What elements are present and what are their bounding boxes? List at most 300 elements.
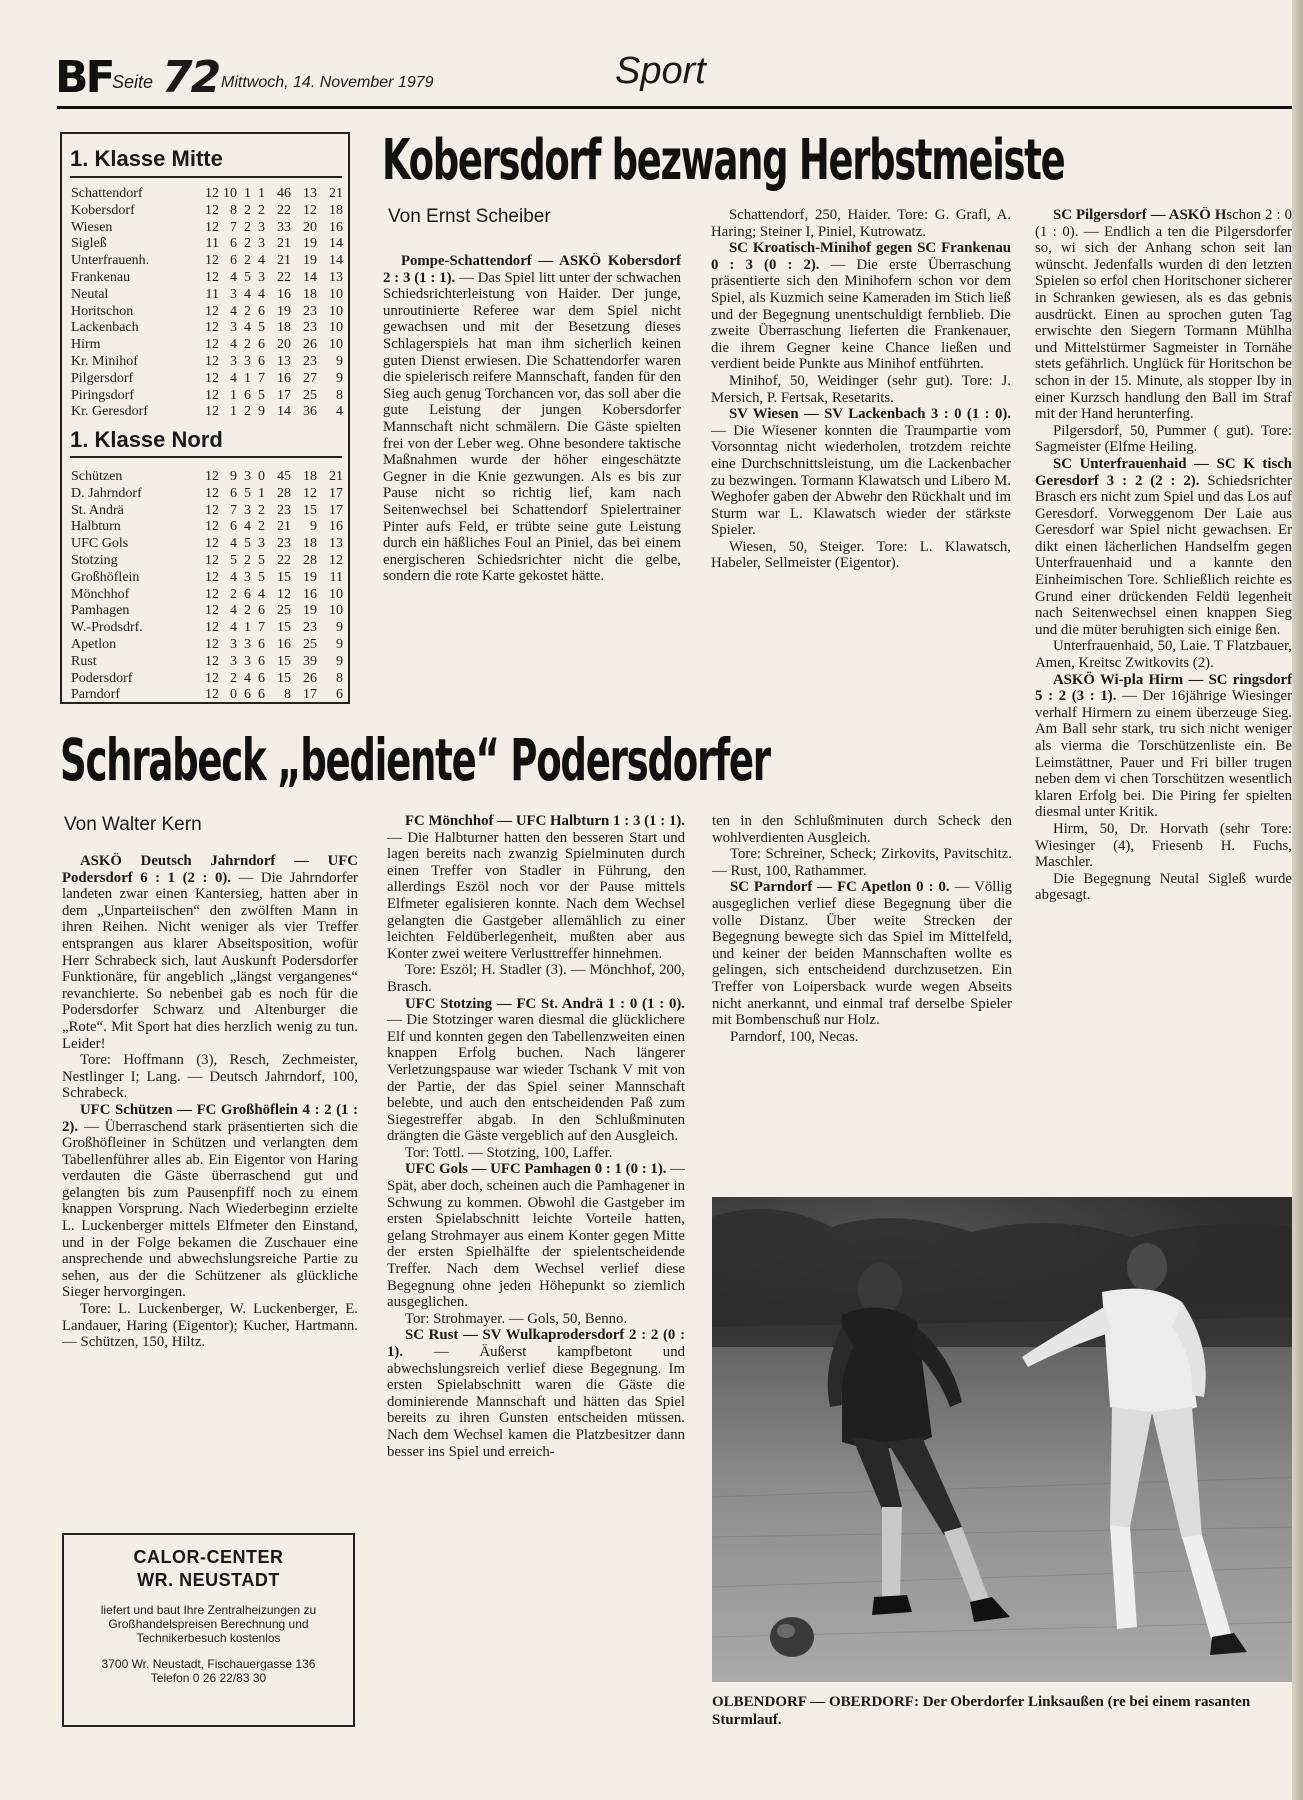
match-heading: FC Mönchhof — UFC Halbturn 1 : 3 (1 : 1). xyxy=(405,813,685,829)
standings-value: 12 xyxy=(205,569,219,585)
standings-value: 2 xyxy=(244,236,251,252)
standings-value: 6 xyxy=(230,519,237,535)
paragraph-text: — Die Halbturner hatten den besseren Start und lagen bereits nach zwanzig Spielminuten durch einen Treffer von Stadler in Führung, den allerdings Eszöl noch vor der Pause mittels Elfmeter egalisieren konnte. Nach dem Wechsel gelangten die Gastgeber allemählich zu einer leichten Feldüberlegenheit, mußten aber aus Konter zwei weitere Verlusttreffer hinnehmen. xyxy=(387,829,685,962)
article-paragraph xyxy=(1035,638,1292,671)
paragraph-text: ten in den Schlußminuten durch Scheck den wohlverdienten Ausgleich. xyxy=(712,813,1012,846)
standings-row xyxy=(71,654,343,671)
standings-value: 12 xyxy=(205,519,219,535)
standings-value: 9 xyxy=(336,353,343,369)
article-paragraph xyxy=(711,373,1011,406)
standings-value: 12 xyxy=(205,404,219,420)
standings-value: 15 xyxy=(303,502,317,518)
masthead-rule xyxy=(57,106,1303,109)
standings-value: 3 xyxy=(230,636,237,652)
standings-team: Frankenau xyxy=(71,269,131,285)
standings-value: 16 xyxy=(277,370,291,386)
standings-row xyxy=(71,304,343,321)
standings-table-mitte xyxy=(71,186,343,421)
article1-byline: Von Ernst Scheiber xyxy=(388,206,551,227)
standings-value: 19 xyxy=(303,253,317,269)
standings-value: 3 xyxy=(230,353,237,369)
standings-value: 4 xyxy=(336,404,343,420)
standings-value: 13 xyxy=(277,353,291,369)
standings-value: 15 xyxy=(277,620,291,636)
standings-value: 9 xyxy=(310,519,317,535)
article1-column-1 xyxy=(383,253,681,705)
standings-value: 10 xyxy=(329,303,343,319)
paragraph-text: Tore: Schreiner, Scheck; Zirkovits, Pavitschitz. — Rust, 100, Rathammer. xyxy=(712,846,1012,879)
standings-rule xyxy=(70,176,342,178)
match-heading: UFC Stotzing — FC St. Andrä 1 : 0 (1 : 0). xyxy=(405,995,685,1012)
standings-value: 4 xyxy=(230,269,237,285)
article-paragraph xyxy=(711,406,1011,539)
standings-value: 10 xyxy=(329,603,343,619)
match-heading: SV Wiesen — SV Lackenbach 3 : 0 (1 : 0). xyxy=(729,406,1011,423)
article2-column-3 xyxy=(712,813,1012,1173)
standings-value: 3 xyxy=(258,536,265,552)
paragraph-text: Schiedsrichter Brasch ers nicht zum Spiel und das Los auf Geresdorf. Vorweggenom Der Laie aus Geresdorf war Spiel nicht gewachsen. Er dikt einen lächerlichen Handselfm gegen Unterfrauenhaid und a kannte den Einheimischen Tore. Schließlich reichte es Grund einer drückenden Feldü legenheit nach Seitenwechsel einen knappen Sieg und die müter beruhigten sich einige ßen. xyxy=(1035,472,1292,638)
standings-value: 23 xyxy=(303,320,317,336)
standings-value: 18 xyxy=(277,320,291,336)
standings-team: Horitschon xyxy=(71,303,134,319)
standings-row xyxy=(71,503,343,520)
standings-row xyxy=(71,519,343,536)
standings-value: 2 xyxy=(258,502,265,518)
article-paragraph xyxy=(712,846,1012,879)
standings-value: 26 xyxy=(303,670,317,686)
paragraph-text: Tor: Strohmayer. — Gols, 50, Benno. xyxy=(405,1310,628,1327)
standings-value: 12 xyxy=(205,269,219,285)
paragraph-text: — Überraschend stark präsentierten sich die Großhöfleiner in Schützen und verlangten dem Tabellenführer alles ab. Ein Eigentor von Haring verdauten die Gäste überraschend gut und gelangten bis zum Pausenpfiff noch zu einem knappen Vorsprung. Nach Wiederbeginn erzielte L. Luckenberger mittels Elfmeter den Einstand, und in der Folge bekamen die Zuschauer eine ansprechende und abwechslungsreiche Partie zu sehen, aus der die Schützener als glückliche Sieger hervorgingen. xyxy=(62,1118,358,1301)
standings-value: 5 xyxy=(230,552,237,568)
standings-value: 16 xyxy=(277,286,291,302)
standings-value: 6 xyxy=(244,586,251,602)
standings-value: 13 xyxy=(329,536,343,552)
standings-value: 3 xyxy=(258,236,265,252)
standings-value: 18 xyxy=(303,536,317,552)
standings-value: 18 xyxy=(329,202,343,218)
standings-value: 25 xyxy=(303,636,317,652)
standings-value: 25 xyxy=(277,603,291,619)
standings-value: 12 xyxy=(205,186,219,201)
standings-value: 33 xyxy=(277,219,291,235)
standings-value: 6 xyxy=(258,670,265,686)
standings-row xyxy=(71,220,343,237)
caption-lead: OLBENDORF — OBERDORF: xyxy=(712,1694,919,1710)
standings-value: 4 xyxy=(230,370,237,386)
standings-value: 19 xyxy=(277,303,291,319)
standings-row xyxy=(71,404,343,421)
paragraph-text: — Völlig ausgeglichen verlief diese Begegnung über die volle Distanz. Über weite Strecken der Begegnung bewegte sich das Spiel im Mittelfeld, und keiner der beiden Mannschaften wollte es gelingen, sich entscheidend durchzusetzen. Ein Treffer von Loipersback wurde wegen Abseits nicht anerkannt, und einmal traf derselbe Spieler mit Bombenschuß nur Holz. xyxy=(712,879,1012,1029)
standings-value: 15 xyxy=(277,670,291,686)
standings-value: 21 xyxy=(277,253,291,269)
standings-row xyxy=(71,236,343,253)
standings-value: 12 xyxy=(205,370,219,386)
standings-value: 22 xyxy=(277,202,291,218)
standings-value: 12 xyxy=(205,353,219,369)
standings-row xyxy=(71,203,343,220)
standings-value: 28 xyxy=(303,552,317,568)
article2-headline: Schrabeck „bediente“ Podersdorfer xyxy=(60,726,770,794)
standings-value: 11 xyxy=(205,286,219,302)
standings-value: 25 xyxy=(303,387,317,403)
standings-value: 8 xyxy=(336,387,343,403)
standings-value: 23 xyxy=(303,620,317,636)
standings-value: 12 xyxy=(329,552,343,568)
paragraph-text: Tore: Hoffmann (3), Resch, Zechmeister, Nestlinger I; Lang. — Deutsch Jahrndorf, 100, Schrabeck. xyxy=(62,1052,358,1102)
standings-team: Rust xyxy=(71,653,97,669)
standings-row xyxy=(71,620,343,637)
paragraph-text: — Die Wiesener konnten die Traumpartie vom Vorsonntag nicht wiederholen, trotzdem reichte eine Durchschnittsleistung, um die Lackenbacher zu bezwingen. Tormann Klawatsch und Libero M. Weghofer gaben der Abwehr den Rückhalt und im Sturm war L. Klawatsch wieder der stärkste Spieler. xyxy=(711,422,1011,539)
standings-value: 11 xyxy=(205,236,219,252)
page-number: 72 xyxy=(162,52,220,103)
standings-value: 15 xyxy=(277,569,291,585)
standings-value: 3 xyxy=(244,569,251,585)
standings-team: Halbturn xyxy=(71,519,121,535)
standings-value: 5 xyxy=(258,569,265,585)
standings-value: 3 xyxy=(244,636,251,652)
standings-row xyxy=(71,337,343,354)
standings-value: 12 xyxy=(205,620,219,636)
standings-row xyxy=(71,570,343,587)
match-heading: ASKÖ Deutsch Jahrndorf — UFC Podersdorf 6 : 1 (2 : 0). xyxy=(62,853,358,886)
standings-row xyxy=(71,637,343,654)
standings-team: Pilgersdorf xyxy=(71,370,134,386)
article-paragraph xyxy=(1035,207,1292,423)
article-paragraph xyxy=(62,1052,358,1102)
standings-value: 27 xyxy=(303,370,317,386)
standings-value: 2 xyxy=(258,202,265,218)
match-heading: Pompe-Schattendorf — ASKÖ Kobersdorf 2 : 3 (1 : 1). xyxy=(383,253,681,286)
standings-value: 2 xyxy=(244,303,251,319)
standings-team: Großhöflein xyxy=(71,569,140,585)
standings-value: 3 xyxy=(230,653,237,669)
standings-value: 19 xyxy=(303,569,317,585)
standings-value: 2 xyxy=(244,404,251,420)
standings-value: 21 xyxy=(277,519,291,535)
standings-value: 26 xyxy=(303,337,317,353)
standings-value: 46 xyxy=(277,186,291,201)
standings-value: 1 xyxy=(244,620,251,636)
article-paragraph xyxy=(712,1029,1012,1046)
standings-value: 5 xyxy=(244,485,251,501)
paragraph-text: Parndorf, 100, Necas. xyxy=(730,1028,859,1045)
standings-value: 2 xyxy=(244,552,251,568)
standings-value: 8 xyxy=(230,202,237,218)
standings-team: Neutal xyxy=(71,286,109,302)
paragraph-text: — Die Jahrndorfer landeten zwar einen Kantersieg, hatten aber in dem „Unparteiischen“ den zwölften Mann in ihren Reihen. Nicht weniger als vier Treffer entsprangen aus klarer Abseitsposition, wofür Herr Schrabeck sich, laut Auskunft Podersdorfer Funktionäre, für angeblich „längst vergangenes“ revanchierte. So nebenbei gab es noch für die Podersdorfer Schwarz und Altenburger die „Rote“. Mit Sport hat dies herzlich wenig zu tun. Leider! xyxy=(62,869,358,1052)
standings-value: 2 xyxy=(230,670,237,686)
standings-value: 17 xyxy=(329,502,343,518)
standings-value: 12 xyxy=(205,320,219,336)
standings-value: 12 xyxy=(303,202,317,218)
standings-row xyxy=(71,371,343,388)
advertisement xyxy=(62,1533,355,1727)
standings-value: 39 xyxy=(303,653,317,669)
article1-column-3 xyxy=(1035,207,1292,1170)
standings-value: 4 xyxy=(244,670,251,686)
match-heading: SC Rust — SV Wulkaprodersdorf 2 : 2 (0 : 1). xyxy=(387,1327,685,1360)
standings-value: 5 xyxy=(258,552,265,568)
article-paragraph xyxy=(62,853,358,1052)
standings-rule xyxy=(70,456,342,458)
standings-value: 14 xyxy=(303,269,317,285)
standings-value: 21 xyxy=(329,186,343,201)
paragraph-text: — Der 16jährige Wiesinger verhalf Hirmern zu einem überzeuge Sieg. Am Ball sehr stark, tru sich nicht weniger als vierma die Torschützenliste ein. Be Leimstättner, Pauer und Fri biller trugen neben dem vi chen Torschützen wesentlich klaren Erfolg bei. Die Piring fer spielten diesmal unter Kritik. xyxy=(1035,688,1292,821)
ad-body: liefert und baut Ihre Zentralheizungen zu Großhandelspreisen Berechnung und Technikerbesuch kostenlos xyxy=(100,1603,317,1645)
standings-value: 3 xyxy=(244,653,251,669)
standings-team: Mönchhof xyxy=(71,586,130,602)
standings-value: 23 xyxy=(277,502,291,518)
standings-value: 1 xyxy=(258,485,265,501)
standings-team: Pamhagen xyxy=(71,603,130,619)
match-heading: UFC Schützen — FC Großhöflein 4 : 2 (1 : 2). xyxy=(62,1101,358,1135)
standings-value: 12 xyxy=(205,485,219,501)
paragraph-text: schon 2 : 0 (1 : 0). — Endlich a ten die Pilgersdorfer so, wi sich der Anhang schon seit lan wünscht. Jedenfalls wurden di den letzten Spielen so erfol chen Horitschoner sicherer in Schranken gewiesen, als es das gebnis ausdrückt. Einen au sprochen guten Tag erwischte den Siegern Tormann Mühlha und Mittelstürmer Sagmeister in Tornähe stets gefährlich. Unglück für Horitschon be schon in der 15. Minute, als stopper Iby in einer Kurzsch handlung den Ball im Straf mit der Hand herunterfing. xyxy=(1035,207,1292,423)
ad-subtitle: WR. NEUSTADT xyxy=(137,1570,280,1590)
standings-value: 4 xyxy=(244,320,251,336)
paragraph-text: Tore: Eszöl; H. Stadler (3). — Mönchhof, 200, Brasch. xyxy=(387,962,685,995)
standings-team: St. Andrä xyxy=(71,502,124,518)
standings-value: 14 xyxy=(277,404,291,420)
standings-team: Kr. Geresdorf xyxy=(71,404,148,420)
standings-value: 17 xyxy=(277,387,291,403)
match-heading: SC Pilgersdorf — ASKÖ H xyxy=(1053,207,1227,223)
standings-row xyxy=(71,320,343,337)
standings-value: 9 xyxy=(336,620,343,636)
standings-value: 12 xyxy=(205,636,219,652)
standings-value: 10 xyxy=(223,186,237,201)
paragraph-text: Die Begegnung Neutal Sigleß wurde abgesagt. xyxy=(1035,870,1292,904)
standings-value: 9 xyxy=(258,404,265,420)
standings-value: 16 xyxy=(329,219,343,235)
match-photo xyxy=(712,1197,1303,1682)
article-paragraph xyxy=(711,207,1011,240)
standings-row xyxy=(71,536,343,553)
paragraph-text: — Die Stotzinger waren diesmal die glücklichere Elf und konnten gegen den Tabellenzweiten einen knappen Erfolg buchen. Nach längerer Verletzungspause war wieder Tschank V mit von der Partie, der das Spiel seiner Mannschaft belebte, und auch den entscheidenden Paß zum Siegestreffer abgab. In den Schlußminuten drängten die Gäste vergeblich auf den Ausgleich. xyxy=(387,1012,685,1145)
standings-value: 4 xyxy=(244,286,251,302)
standings-value: 9 xyxy=(336,636,343,652)
paragraph-text: — Die erste Überraschung präsentierte sich den Minihofern schon vor dem Spiel, als Kuzmich seine Kameraden im Stich ließ und der Begegnung unentschuldigt fernblieb. Die zweite Überraschung lieferten die Frankenauer, die ihrem Gegner keine Chance ließen und verdient beide Punkte aus Minihof entführten. xyxy=(711,256,1011,373)
article-paragraph xyxy=(387,1311,685,1328)
standings-value: 12 xyxy=(205,552,219,568)
article-paragraph xyxy=(1035,456,1292,639)
standings-value: 12 xyxy=(205,653,219,669)
standings-value: 6 xyxy=(244,687,251,703)
standings-value: 6 xyxy=(258,653,265,669)
standings-value: 15 xyxy=(277,653,291,669)
article2-column-2 xyxy=(387,813,685,1775)
article-paragraph xyxy=(62,1102,358,1301)
article1-column-2 xyxy=(711,207,1011,705)
standings-value: 12 xyxy=(205,586,219,602)
paragraph-text: Wiesen, 50, Steiger. Tore: L. Klawatsch, Habeler, Sellmeister (Eigentor). xyxy=(711,538,1011,572)
standings-value: 8 xyxy=(336,670,343,686)
standings-value: 10 xyxy=(329,286,343,302)
standings-value: 13 xyxy=(329,269,343,285)
standings-team: UFC Gols xyxy=(71,536,129,552)
standings-team: W.-Prodsdrf. xyxy=(71,620,143,636)
standings-value: 7 xyxy=(230,219,237,235)
paragraph-text: Pilgersdorf, 50, Pummer ( gut). Tore: Sagmeister (Elfme Heiling. xyxy=(1035,422,1292,456)
standings-value: 12 xyxy=(205,219,219,235)
standings-row xyxy=(71,287,343,304)
article2-column-1 xyxy=(62,853,358,1519)
article-paragraph xyxy=(712,879,1012,1028)
caption-text: Der Oberdorfer Linksaußen (re bei einem rasanten Sturmlauf. xyxy=(712,1694,1251,1728)
standings-team: Podersdorf xyxy=(71,670,133,686)
standings-value: 6 xyxy=(230,253,237,269)
standings-value: 23 xyxy=(303,353,317,369)
standings-value: 6 xyxy=(258,636,265,652)
standings-value: 16 xyxy=(303,586,317,602)
standings-team: Piringsdorf xyxy=(71,387,134,403)
standings-value: 2 xyxy=(244,253,251,269)
standings-value: 12 xyxy=(205,687,219,703)
standings-team: Apetlon xyxy=(71,636,117,652)
standings-value: 4 xyxy=(230,303,237,319)
standings-value: 6 xyxy=(258,687,265,703)
football xyxy=(770,1617,814,1657)
standings-value: 6 xyxy=(244,387,251,403)
standings-value: 9 xyxy=(336,370,343,386)
standings-value: 10 xyxy=(329,320,343,336)
standings-value: 14 xyxy=(329,236,343,252)
article-paragraph xyxy=(711,539,1011,572)
standings-team: Lackenbach xyxy=(71,320,139,336)
standings-value: 12 xyxy=(205,337,219,353)
standings-value: 0 xyxy=(258,469,265,484)
standings-value: 3 xyxy=(244,469,251,484)
section-title: Sport xyxy=(615,50,706,92)
match-heading: UFC Gols — UFC Pamhagen 0 : 1 (0 : 1). xyxy=(405,1161,667,1178)
standings-value: 23 xyxy=(277,536,291,552)
standings-team: Hirm xyxy=(71,337,101,353)
standings-value: 22 xyxy=(277,552,291,568)
article-paragraph xyxy=(387,1161,685,1310)
standings-value: 7 xyxy=(230,502,237,518)
standings-value: 6 xyxy=(230,485,237,501)
standings-value: 17 xyxy=(329,485,343,501)
standings-value: 4 xyxy=(230,603,237,619)
match-heading: SC Kroatisch-Minihof gegen SC Frankenau 0 : 3 (0 : 2). xyxy=(711,240,1011,273)
standings-value: 18 xyxy=(303,286,317,302)
standings-row xyxy=(71,486,343,503)
page-label: Seite xyxy=(112,72,154,92)
paragraph-text: Unterfrauenhaid, 50, Laie. T Flatzbauer, Amen, Kreitsc Zwitkovits (2). xyxy=(1035,638,1292,672)
standings-value: 11 xyxy=(329,569,343,585)
standings-team: Schattendorf xyxy=(71,186,143,201)
standings-value: 7 xyxy=(258,370,265,386)
standings-value: 14 xyxy=(329,253,343,269)
standings-value: 1 xyxy=(244,186,251,201)
article1-headline: Kobersdorf bezwang Herbstmeiste xyxy=(382,128,1065,193)
standings-row xyxy=(71,469,343,486)
standings-value: 2 xyxy=(258,519,265,535)
standings-row xyxy=(71,587,343,604)
standings-value: 3 xyxy=(230,286,237,302)
standings-value: 4 xyxy=(258,286,265,302)
standings-value: 5 xyxy=(258,320,265,336)
standings-value: 7 xyxy=(258,620,265,636)
standings-value: 2 xyxy=(244,219,251,235)
article-paragraph xyxy=(62,1301,358,1351)
standings-value: 6 xyxy=(258,303,265,319)
standings-value: 12 xyxy=(205,202,219,218)
standings-value: 12 xyxy=(205,253,219,269)
ad-address: 3700 Wr. Neustadt, Fischauergasse 136 xyxy=(101,1657,316,1671)
match-heading: SC Parndorf — FC Apetlon 0 : 0. xyxy=(730,879,950,896)
standings-value: 23 xyxy=(303,303,317,319)
standings-team: Unterfrauenh. xyxy=(71,253,150,269)
standings-value: 10 xyxy=(329,586,343,602)
paragraph-text: — Äußerst kampfbetont und abwechslungsreich verlief diese Begegnung. Im ersten Spielabschnitt waren die Gäste die dominierende Mannschaft und hätten das Spiel bereits zu ihren Gunsten entscheiden müssen. Nach dem Wechsel kamen die Platzbesitzer dann besser ins Spiel und erreich- xyxy=(387,1344,685,1460)
standings-value: 18 xyxy=(303,469,317,484)
article-paragraph xyxy=(1035,821,1292,871)
standings-table-nord xyxy=(71,469,343,704)
standings-row xyxy=(71,553,343,570)
standings-value: 21 xyxy=(277,236,291,252)
ad-phone: Telefon 0 26 22/83 30 xyxy=(150,1671,267,1685)
article-paragraph xyxy=(387,1145,685,1162)
standings-row xyxy=(71,687,343,704)
standings-value: 3 xyxy=(230,320,237,336)
standings-value: 1 xyxy=(230,404,237,420)
ad-title: CALOR-CENTER xyxy=(133,1547,284,1567)
paragraph-text: Tor: Tottl. — Stotzing, 100, Laffer. xyxy=(405,1144,613,1161)
standings-team: Stotzing xyxy=(71,552,118,568)
standings-row xyxy=(71,270,343,287)
standings-value: 12 xyxy=(205,502,219,518)
standings-value: 4 xyxy=(258,586,265,602)
standings-team: Sigleß xyxy=(71,236,107,252)
standings-value: 6 xyxy=(258,603,265,619)
standings-row xyxy=(71,603,343,620)
standings-value: 3 xyxy=(244,502,251,518)
standings-value: 36 xyxy=(303,404,317,420)
match-photo-image xyxy=(712,1197,1303,1682)
standings-value: 16 xyxy=(329,519,343,535)
standings-value: 1 xyxy=(244,370,251,386)
standings-value: 12 xyxy=(205,536,219,552)
standings-value: 12 xyxy=(303,485,317,501)
standings-value: 9 xyxy=(336,653,343,669)
standings-title-nord: 1. Klasse Nord xyxy=(70,427,223,452)
standings-value: 6 xyxy=(230,236,237,252)
standings-row xyxy=(71,388,343,405)
standings-team: Schützen xyxy=(71,469,123,484)
standings-team: Parndorf xyxy=(71,687,120,703)
standings-value: 9 xyxy=(230,469,237,484)
standings-value: 19 xyxy=(303,603,317,619)
standings-value: 6 xyxy=(258,353,265,369)
standings-value: 16 xyxy=(277,636,291,652)
standings-team: D. Jahrndorf xyxy=(71,485,142,501)
photo-caption xyxy=(712,1693,1303,1729)
standings-value: 12 xyxy=(277,586,291,602)
standings-value: 22 xyxy=(277,269,291,285)
standings-value: 12 xyxy=(205,303,219,319)
article-paragraph xyxy=(383,253,681,585)
standings-value: 4 xyxy=(230,536,237,552)
standings-value: 6 xyxy=(336,687,343,703)
standings-value: 10 xyxy=(329,337,343,353)
standings-team: Wiesen xyxy=(71,219,113,235)
article-paragraph xyxy=(387,996,685,1145)
paragraph-text: Minihof, 50, Weidinger (sehr gut). Tore: J. Mersich, P. Fertsak, Resetarits. xyxy=(711,372,1011,406)
standings-value: 2 xyxy=(244,337,251,353)
standings-value: 5 xyxy=(258,387,265,403)
